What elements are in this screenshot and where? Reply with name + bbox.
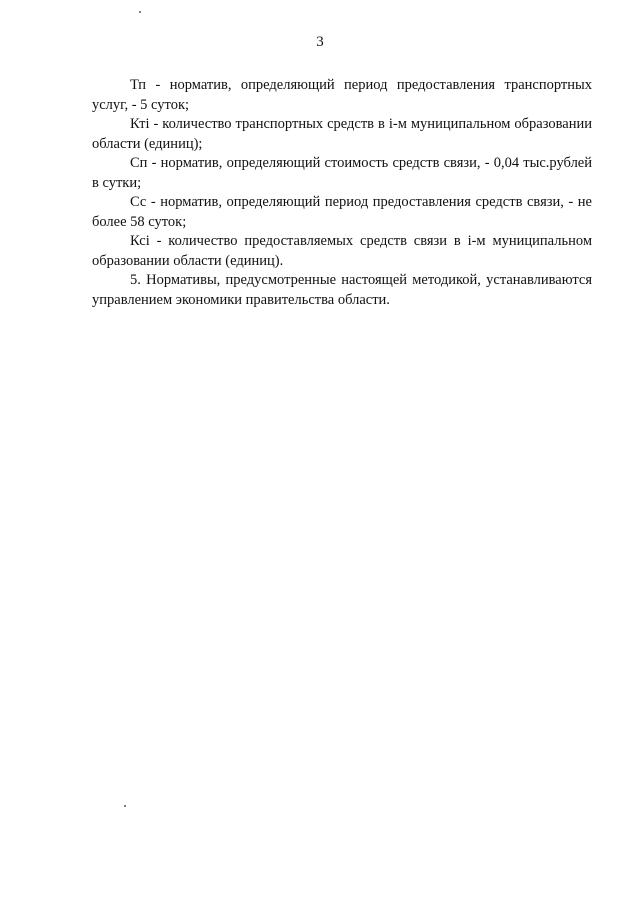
paragraph-tp: Тп - норматив, определяющий период предоставления транспортных услуг, - 5 суток;: [92, 77, 592, 113]
paragraph-ksi: Ксi - количество предоставляемых средств связи в i-м муниципальном образовании области (единиц).: [92, 233, 592, 269]
paragraph-kti: Ктi - количество транспортных средств в i-м муниципальном образовании области (единиц);: [92, 116, 592, 152]
paragraph-sp: Сп - норматив, определяющий стоимость средств связи, - 0,04 тыс.рублей в сутки;: [92, 155, 592, 191]
scan-speck: [139, 11, 141, 13]
scan-speck: [124, 805, 126, 807]
paragraph-item-5: 5. Нормативы, предусмотренные настоящей методикой, устанавливаются управлением экономики правительства области.: [92, 272, 592, 308]
page-number: 3: [316, 34, 324, 50]
paragraph-ss: Сс - норматив, определяющий период предоставления средств связи, - не более 58 суток;: [92, 194, 592, 230]
document-body: [92, 76, 592, 310]
